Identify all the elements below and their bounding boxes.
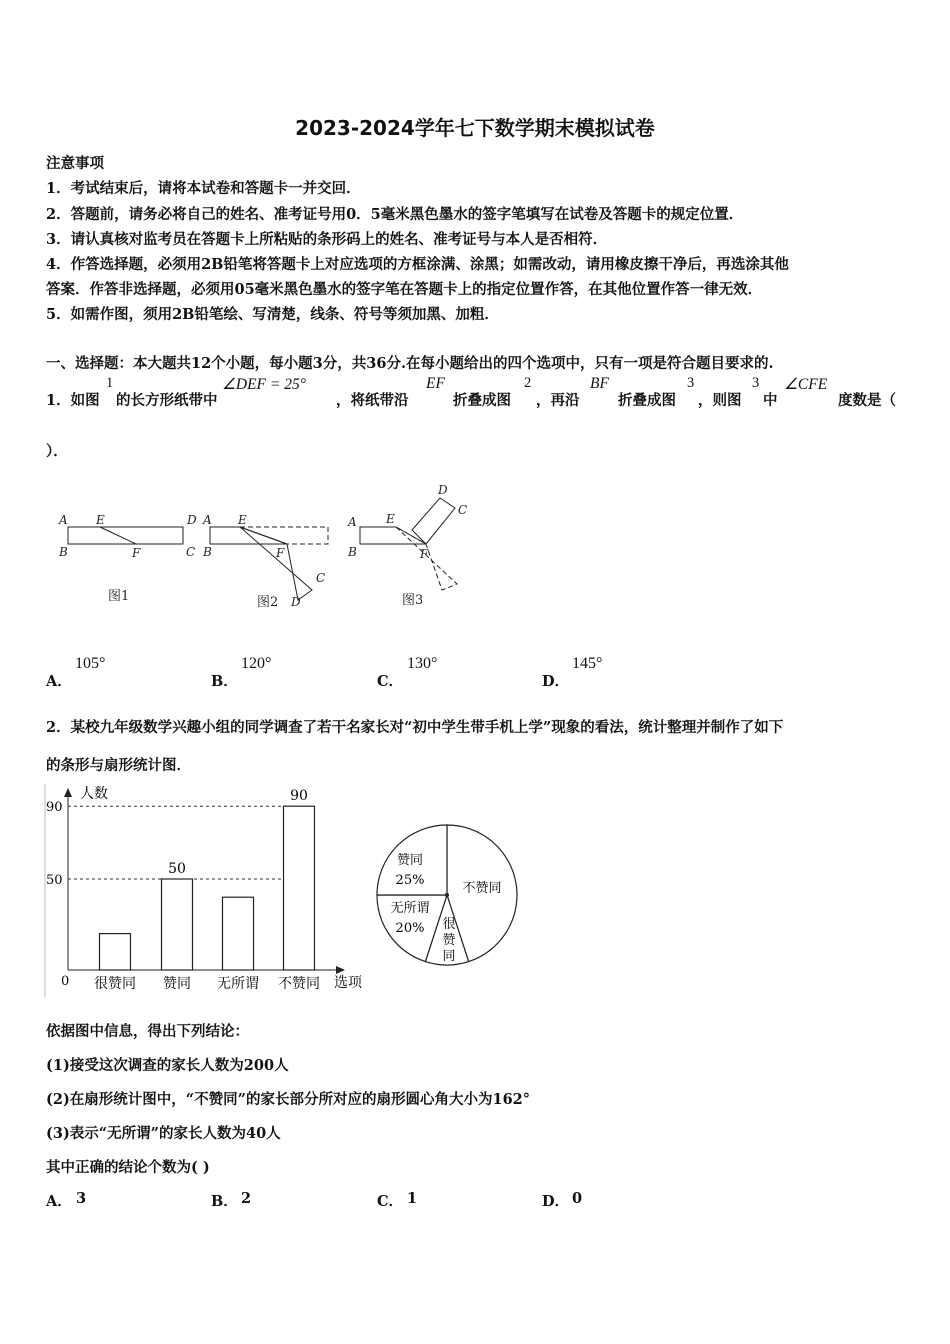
fig2-label-b: B (203, 545, 212, 559)
q1-text-8: 中 (763, 392, 778, 409)
fig1-strip (68, 527, 183, 544)
y-axis-arrow (64, 788, 72, 797)
fig2-original-outline (240, 527, 328, 544)
fig3-label-b: B (348, 545, 357, 559)
fig3-caption: 图3 (402, 593, 424, 608)
q2-option-c-label[interactable]: C． (377, 1193, 404, 1210)
notice-item-5: 5．如需作图，须用2B铅笔绘、写清楚，线条、符号等须加黑、加粗． (46, 306, 499, 323)
q1-option-d-value[interactable]: 145° (572, 655, 603, 672)
pie-pct-label: 20% (395, 921, 425, 936)
conclusion-2: (2)在扇形统计图中，“不赞同”的家长部分所对应的扇形圆心角大小为162° (46, 1091, 531, 1108)
conclusions-intro: 依据图中信息，得出下列结论： (46, 1023, 249, 1040)
question-2-stem-line2: 的条形与扇形统计图． (46, 757, 191, 774)
fig1-label-c: C (186, 545, 196, 559)
q2-option-b-value[interactable]: 2 (241, 1190, 252, 1207)
notice-item-4: 4．作答选择题，必须用2B铅笔将答题卡上对应选项的方框涂满、涂黑；如需改动，请用橡皮擦干净后，再选涂其他 (46, 256, 789, 273)
pie-label: 赞同 (396, 853, 424, 868)
fig2-label-a: A (203, 513, 212, 527)
bar-赞同 (162, 879, 193, 970)
q1-options (46, 652, 926, 692)
x-tick-label: 很赞同 (94, 976, 136, 992)
q1-fig-number-2: 2 (524, 375, 532, 391)
q2-option-d-value[interactable]: 0 (572, 1190, 583, 1207)
bar-很赞同 (100, 934, 131, 970)
fig2-folded-flap (240, 527, 312, 600)
y-tick-label: 50 (46, 873, 63, 888)
notice-item-4-cont: 答案．作答非选择题，必须用05毫米黑色墨水的签字笔在答题卡上的指定位置作答，在其他位置作答一律无效． (46, 281, 763, 298)
pie-center (445, 893, 449, 897)
q2-option-b-label[interactable]: B． (211, 1193, 238, 1210)
fig3-label-e: E (386, 512, 395, 526)
y-axis-label: 人数 (80, 786, 108, 802)
q1-text-6: 折叠成图 (618, 392, 676, 409)
folding-figures (50, 478, 480, 618)
y-tick-label: 90 (46, 800, 63, 816)
bar-value-label: 50 (168, 861, 186, 877)
fig3-label-f: F (420, 547, 429, 561)
fig2-label-f: F (276, 546, 285, 560)
q1-text-4: 折叠成图 (453, 392, 511, 409)
q1-text-9: 度数是（ (838, 392, 896, 409)
notice-item-2: 2．答题前，请务必将自己的姓名、准考证号用0．5毫米黑色墨水的签字笔填写在试卷及答题卡的规定位置． (46, 206, 744, 223)
q2-option-c-value[interactable]: 1 (407, 1190, 418, 1207)
q1-option-a-value[interactable]: 105° (75, 655, 106, 672)
q1-fig-number-1: 1 (106, 375, 114, 391)
q1-fig-number-3: 3 (687, 375, 695, 391)
section-heading: 一、选择题：本大题共12个小题，每小题3分，共36分.在每小题给出的四个选项中，只有一项是符合题目要求的. (46, 355, 774, 372)
q1-line-ef: EF (426, 375, 445, 392)
fig1-crease (100, 527, 136, 544)
q1-option-c-label[interactable]: C． (377, 673, 404, 690)
q1-fig-number-4: 3 (752, 375, 760, 391)
bar-无所谓 (223, 897, 254, 970)
x-axis-arrow (336, 966, 345, 974)
pie-pct-label: 25% (395, 873, 425, 888)
pie-label-vertical: 赞 (442, 933, 456, 948)
q2-question: 其中正确的结论个数为( ) (46, 1159, 210, 1176)
q1-text-2: 的长方形纸带中 (116, 392, 218, 409)
q1-option-a-label[interactable]: A． (46, 673, 72, 690)
fig3-folded-flap (412, 498, 455, 544)
fig1-caption: 图1 (108, 589, 130, 604)
question-2-stem-line1: 2．某校九年级数学兴趣小组的同学调查了若干名家长对“初中学生带手机上学”现象的看法，统计整理并制作了如下 (46, 719, 784, 736)
pie-chart (372, 820, 524, 972)
bar-chart (44, 782, 374, 1000)
q2-option-a-value[interactable]: 3 (76, 1190, 87, 1207)
question-1-stem (46, 373, 926, 413)
pie-label-vertical: 同 (442, 949, 456, 964)
q1-option-b-label[interactable]: B． (211, 673, 238, 690)
q1-text-7: ，则图 (698, 392, 742, 409)
fig3-label-d: D (438, 483, 448, 497)
conclusion-3: (3)表示“无所谓”的家长人数为40人 (46, 1125, 281, 1142)
q1-option-c-value[interactable]: 130° (407, 655, 438, 672)
x-tick-label: 赞同 (163, 976, 191, 992)
q1-text-3: ，将纸带沿 (336, 392, 409, 409)
q1-text-5: ，再沿 (536, 392, 580, 409)
fig3-label-a: A (348, 515, 357, 529)
fig3-strip-fixed (360, 527, 426, 544)
q1-line-bf: BF (590, 375, 609, 392)
q1-option-b-value[interactable]: 120° (241, 655, 272, 672)
pie-label: 无所谓 (390, 901, 430, 916)
bar-不赞同 (284, 806, 315, 970)
fig1-label-d: D (187, 513, 197, 527)
fig2-label-d: D (291, 595, 301, 609)
q1-text-1: 1．如图 (46, 392, 100, 409)
fig2-label-c: C (316, 571, 326, 585)
fig2-label-e: E (238, 513, 247, 527)
origin-label: 0 (61, 974, 70, 989)
notice-item-3: 3．请认真核对监考员在答题卡上所粘贴的条形码上的姓名、准考证号与本人是否相符． (46, 231, 608, 248)
conclusion-1: (1)接受这次调查的家长人数为200人 (46, 1057, 289, 1074)
notice-heading: 注意事项 (46, 155, 104, 172)
x-tick-label: 无所谓 (217, 976, 259, 992)
x-tick-label: 不赞同 (278, 976, 320, 992)
pie-label-vertical: 很 (442, 917, 456, 932)
q1-angle-def: ∠DEF = 25° (222, 376, 306, 393)
fig1-label-b: B (59, 545, 68, 559)
notice-item-1: 1．考试结束后，请将本试卷和答题卡一并交回． (46, 180, 361, 197)
q1-option-d-label[interactable]: D． (542, 673, 570, 690)
fig2-caption: 图2 (257, 595, 279, 610)
fig1-label-f: F (132, 546, 141, 560)
x-axis-label: 选项 (334, 975, 362, 991)
q1-stem-end: ）． (46, 443, 68, 460)
q2-option-d-label[interactable]: D． (542, 1193, 570, 1210)
pie-label: 不赞同 (462, 881, 502, 896)
bar-value-label: 90 (290, 788, 308, 805)
fig1-label-e: E (96, 513, 105, 527)
q2-option-a-label[interactable]: A． (46, 1193, 72, 1210)
q2-options (46, 1190, 926, 1212)
fig3-label-c: C (458, 503, 468, 517)
fig1-label-a: A (59, 513, 68, 527)
page-title: 2023-2024学年七下数学期末模拟试卷 (295, 116, 655, 140)
q1-angle-cfe: ∠CFE (784, 376, 828, 393)
